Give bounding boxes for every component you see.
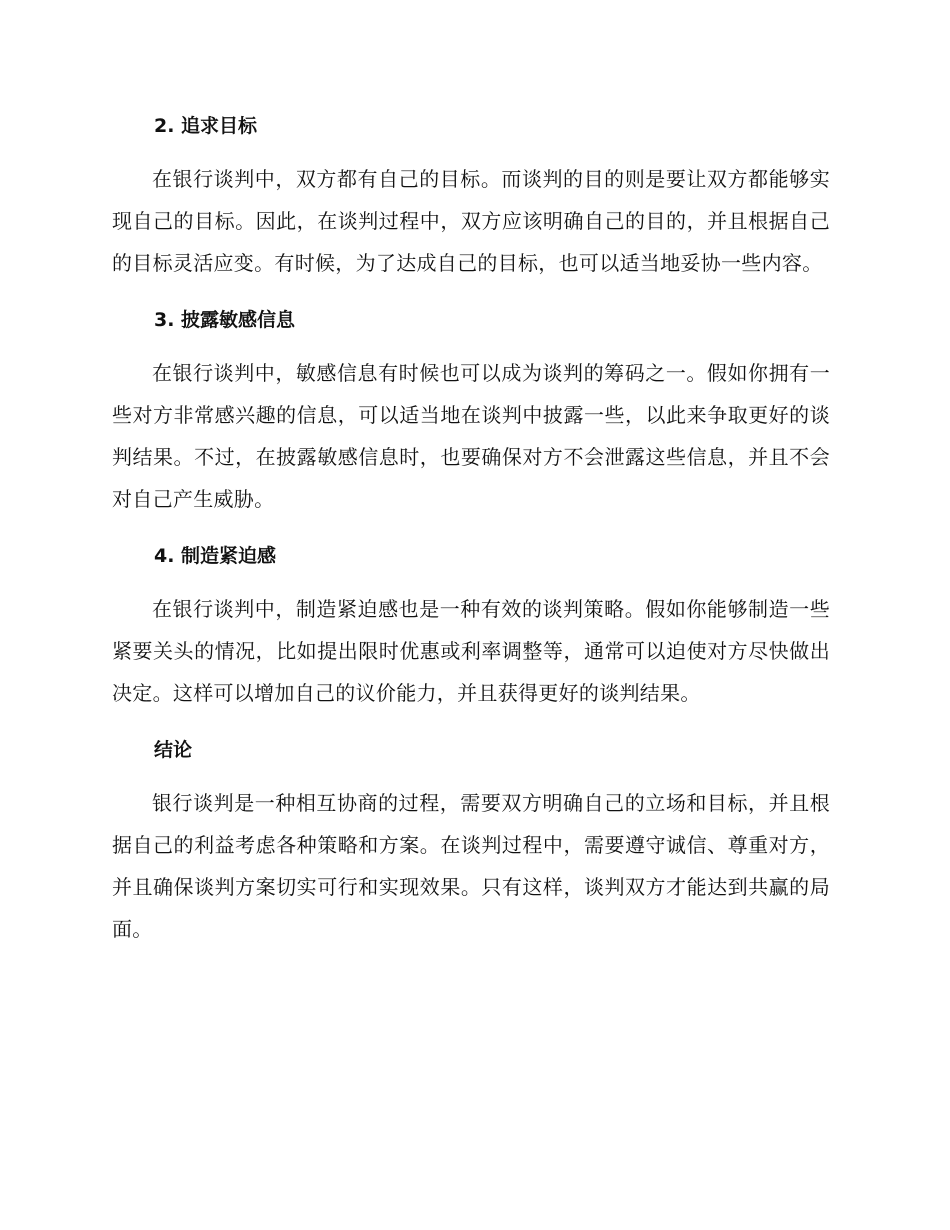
section-create-urgency [112, 534, 830, 714]
document-page [112, 104, 830, 964]
section-heading: 4. 制造紧迫感 [154, 545, 277, 567]
section-paragraph: 在银行谈判中，双方都有自己的目标。而谈判的目的则是要让双方都能够实现自己的目标。因此，在谈判过程中，双方应该明确自己的目的，并且根据自己的目标灵活应变。有时候，为了达成自己的目标，也可以适当地妥协一些内容。 [112, 167, 830, 275]
section-heading: 3. 披露敏感信息 [154, 309, 296, 331]
section-pursue-goals [112, 104, 830, 284]
section-conclusion [112, 728, 830, 950]
section-heading: 结论 [154, 739, 193, 761]
section-disclose-sensitive-info [112, 298, 830, 520]
section-paragraph: 银行谈判是一种相互协商的过程，需要双方明确自己的立场和目标，并且根据自己的利益考虑各种策略和方案。在谈判过程中，需要遵守诚信、尊重对方，并且确保谈判方案切实可行和实现效果。只有这样，谈判双方才能达到共赢的局面。 [112, 791, 830, 941]
section-paragraph: 在银行谈判中，制造紧迫感也是一种有效的谈判策略。假如你能够制造一些紧要关头的情况，比如提出限时优惠或利率调整等，通常可以迫使对方尽快做出决定。这样可以增加自己的议价能力，并且获得更好的谈判结果。 [112, 597, 830, 705]
section-paragraph: 在银行谈判中，敏感信息有时候也可以成为谈判的筹码之一。假如你拥有一些对方非常感兴趣的信息，可以适当地在谈判中披露一些，以此来争取更好的谈判结果。不过，在披露敏感信息时，也要确保对方不会泄露这些信息，并且不会对自己产生威胁。 [112, 361, 830, 511]
section-heading: 2. 追求目标 [154, 115, 258, 137]
